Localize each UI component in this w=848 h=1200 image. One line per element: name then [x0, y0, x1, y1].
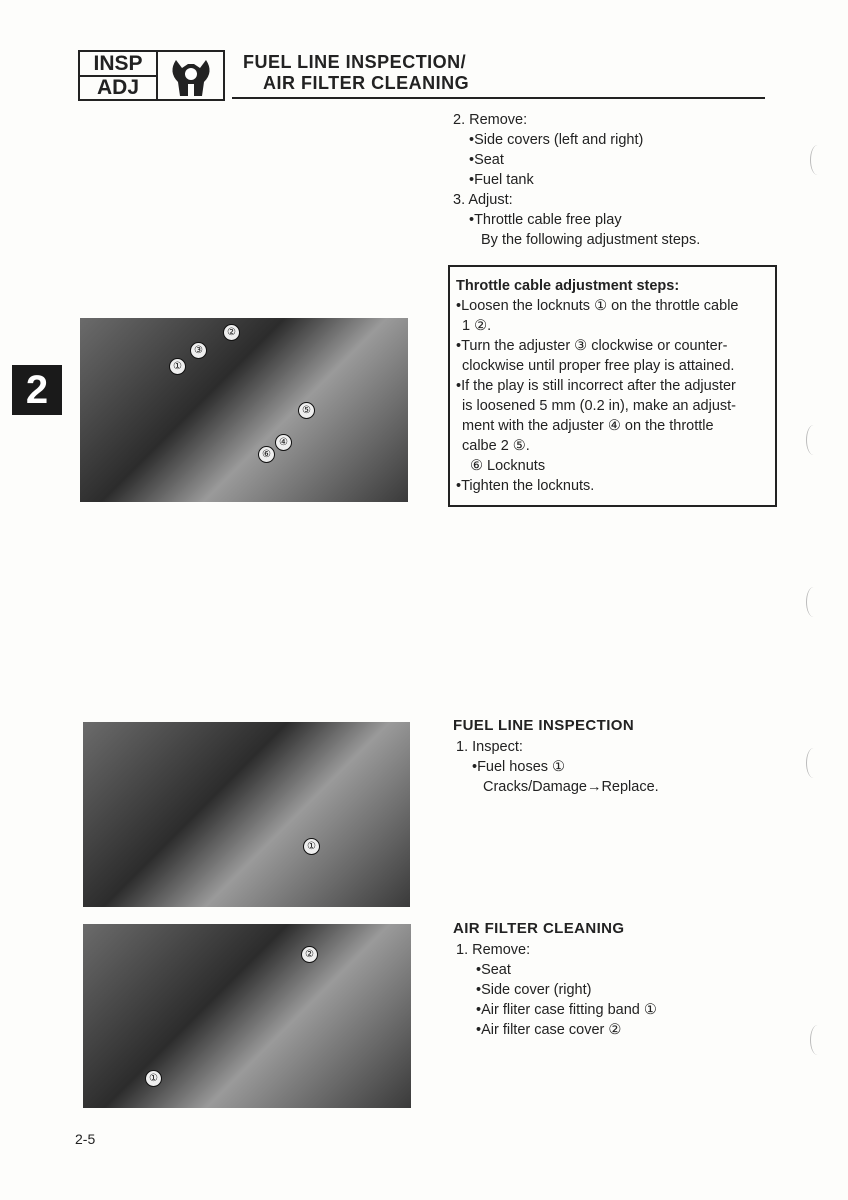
- header-rule: [232, 97, 765, 99]
- callout: ⑥: [258, 446, 275, 463]
- box-line: •Loosen the locknuts ① on the throttle cable: [456, 298, 739, 314]
- step: 3. Adjust:: [453, 192, 513, 208]
- binder-hole-mark: [806, 425, 821, 455]
- box-line: ment with the adjuster ④ on the throttle: [462, 418, 714, 434]
- insp-adj-badge: [78, 50, 225, 101]
- callout: ②: [301, 946, 318, 963]
- remove-adjust-steps: [453, 110, 700, 250]
- fuel-line-heading: FUEL LINE INSPECTION: [453, 717, 635, 734]
- adj-label: ADJ: [96, 76, 139, 100]
- box-line: ⑥ Locknuts: [470, 458, 546, 474]
- title-line-1: FUEL LINE INSPECTION/: [243, 52, 467, 72]
- fuel-line-steps: [456, 737, 659, 797]
- air-filter-heading: AIR FILTER CLEANING: [453, 920, 625, 937]
- callout: ①: [303, 838, 320, 855]
- title-line-2: AIR FILTER CLEANING: [263, 73, 470, 93]
- step: •Fuel hoses ①: [472, 759, 566, 775]
- step: •Fuel tank: [469, 172, 534, 188]
- step: •Throttle cable free play: [469, 212, 622, 228]
- page-title: [243, 52, 469, 94]
- callout: ④: [275, 434, 292, 451]
- step: •Air fliter case fitting band ①: [476, 1002, 657, 1018]
- box-line: clockwise until proper free play is attained.: [462, 358, 735, 374]
- box-line: •Tighten the locknuts.: [456, 478, 595, 494]
- wrench-icon: [158, 52, 223, 99]
- callout: ②: [223, 324, 240, 341]
- chapter-tab: 2: [12, 365, 62, 415]
- step: •Seat: [476, 962, 511, 978]
- callout: ③: [190, 342, 207, 359]
- box-line: is loosened 5 mm (0.2 in), make an adjust-: [462, 398, 737, 414]
- box-line: calbe 2 ⑤.: [462, 438, 530, 454]
- callout: ⑤: [298, 402, 315, 419]
- step: 1. Remove:: [456, 942, 531, 958]
- binder-hole-mark: [806, 587, 821, 617]
- step: •Side covers (left and right): [469, 132, 644, 148]
- insp-label: INSP: [80, 52, 156, 77]
- callout: ①: [169, 358, 186, 375]
- throttle-adjustment-box: [448, 265, 777, 507]
- throttle-cable-photo: [80, 318, 408, 502]
- step: •Side cover (right): [476, 982, 592, 998]
- box-line: 1 ②.: [462, 318, 492, 334]
- step: Cracks/Damage→Replace.: [483, 779, 659, 795]
- binder-hole-mark: [806, 748, 821, 778]
- fuel-hose-photo: [83, 722, 410, 907]
- step: 2. Remove:: [453, 112, 528, 128]
- step: •Air filter case cover ②: [476, 1022, 622, 1038]
- step: •Seat: [469, 152, 504, 168]
- step: By the following adjustment steps.: [481, 232, 701, 248]
- air-filter-steps: [456, 940, 657, 1040]
- step: 1. Inspect:: [456, 739, 523, 755]
- box-line: •Turn the adjuster ③ clockwise or counter-: [456, 338, 728, 354]
- box-line: •If the play is still incorrect after the adjuster: [456, 378, 736, 394]
- binder-hole-mark: [810, 145, 825, 175]
- callout: ①: [145, 1070, 162, 1087]
- air-filter-photo: [83, 924, 411, 1108]
- binder-hole-mark: [810, 1025, 825, 1055]
- box-title: Throttle cable adjustment steps:: [456, 278, 680, 294]
- page-number: 2-5: [75, 1131, 96, 1147]
